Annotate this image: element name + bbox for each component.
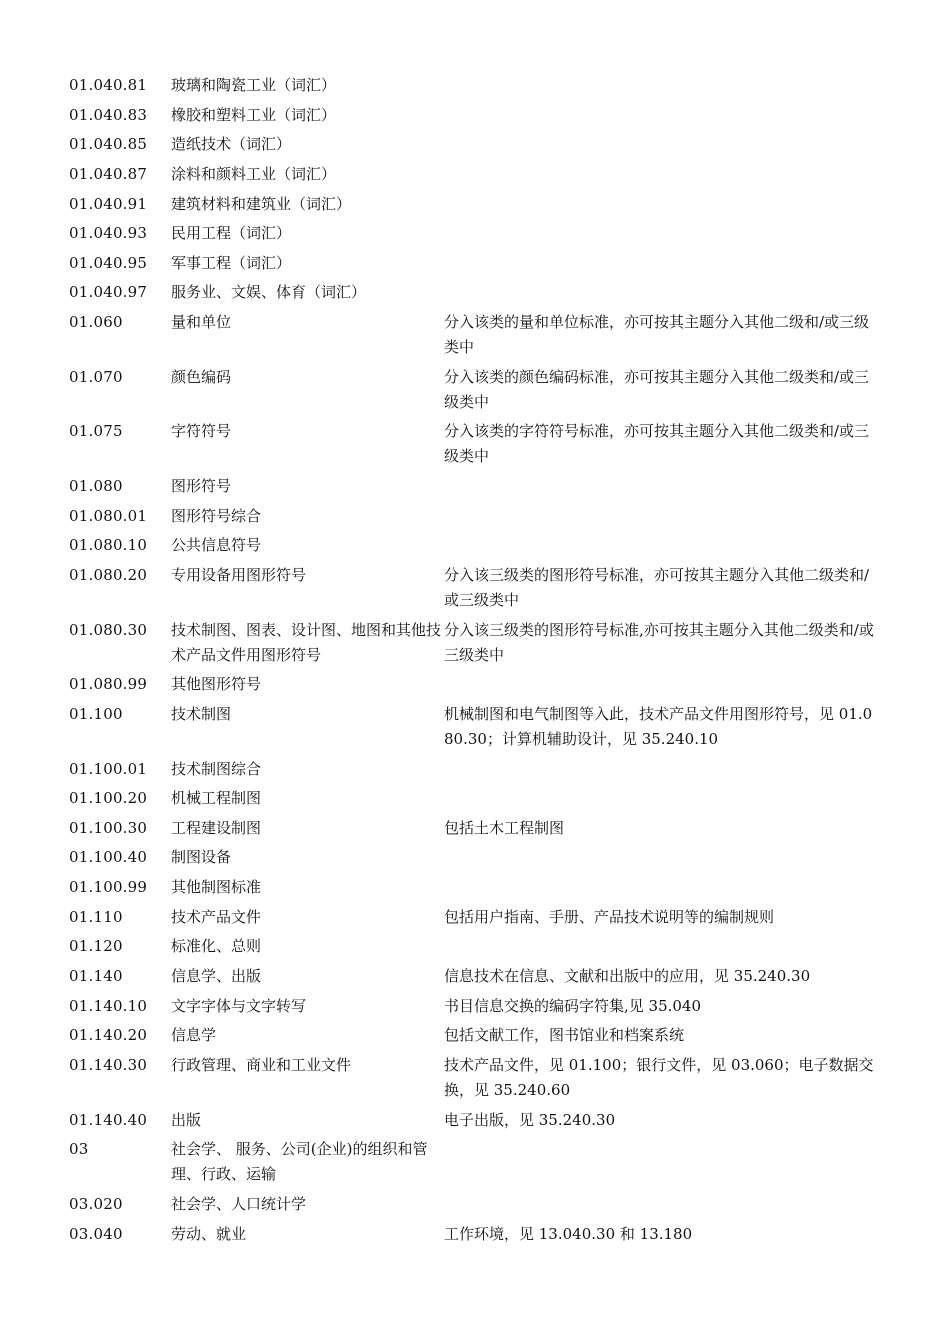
classification-row: [69, 365, 884, 415]
classification-note: 包括用户指南、手册、产品技术说明等的编制规则: [444, 907, 775, 926]
classification-row: [69, 875, 884, 900]
classification-title: 技术产品文件: [171, 907, 262, 926]
classification-note: 分入该类的颜色编码标准，亦可按其主题分入其他二级类和/或三级类中: [444, 367, 870, 411]
classification-code: 01.080.10: [69, 536, 148, 555]
classification-note: 分入该类的量和单位标准，亦可按其主题分入其他二级和/或三级类中: [444, 313, 870, 357]
classification-code: 03.040: [69, 1224, 123, 1243]
classification-note: 分入该类的字符符号标准，亦可按其主题分入其他二级类和/或三级类中: [444, 422, 870, 466]
classification-row: [69, 618, 884, 668]
classification-row: [69, 1222, 884, 1247]
classification-row: [69, 1023, 884, 1048]
classification-title: 图形符号综合: [171, 506, 262, 525]
classification-note: 包括文献工作，图书馆业和档案系统: [444, 1026, 685, 1045]
classification-code: 01.075: [69, 422, 123, 441]
classification-code: 01.080.20: [69, 565, 148, 584]
classification-note: 电子出版，见 35.240.30: [444, 1110, 616, 1129]
classification-title: 造纸技术（词汇）: [171, 135, 292, 154]
classification-title: 民用工程（词汇）: [171, 224, 292, 243]
classification-title: 标准化、总则: [171, 937, 262, 956]
classification-row: [69, 905, 884, 930]
classification-title: 建筑材料和建筑业（词汇）: [171, 194, 352, 213]
classification-title: 行政管理、商业和工业文件: [171, 1055, 352, 1074]
classification-row: [69, 280, 884, 305]
classification-row: [69, 994, 884, 1019]
classification-code: 01.110: [69, 907, 123, 926]
classification-title: 玻璃和陶瓷工业（词汇）: [171, 76, 337, 94]
classification-row: [69, 419, 884, 469]
classification-title: 信息学、出版: [171, 967, 262, 986]
classification-note: 机械制图和电气制图等入此，技术产品文件用图形符号，见 01.080.30；计算机辅助设计，见 35.240.10: [444, 704, 873, 748]
classification-row: [69, 504, 884, 529]
classification-note: 技术产品文件，见 01.100；银行文件，见 03.060；电子数据交换，见 35.240.60: [444, 1055, 874, 1099]
classification-row: [69, 934, 884, 959]
classification-code: 01.040.91: [69, 194, 148, 213]
classification-title: 服务业、文娱、体育（词汇）: [171, 283, 367, 302]
classification-code: 01.040.95: [69, 253, 148, 272]
classification-row: [69, 221, 884, 246]
classification-row: [69, 1108, 884, 1133]
classification-code: 01.040.85: [69, 135, 148, 154]
classification-row: [69, 533, 884, 558]
classification-code: 01.100.40: [69, 848, 148, 867]
classification-note: 书目信息交换的编码字符集,见 35.040: [444, 996, 702, 1015]
classification-row: [69, 162, 884, 187]
classification-row: [69, 845, 884, 870]
classification-row: [69, 474, 884, 499]
classification-code: 01.080.01: [69, 506, 148, 525]
classification-title: 橡胶和塑料工业（词汇）: [171, 105, 337, 124]
classification-code: 01.040.81: [69, 76, 148, 94]
classification-row: [69, 310, 884, 360]
classification-code: 01.040.83: [69, 105, 148, 124]
classification-title: 工程建设制图: [171, 818, 262, 837]
classification-title: 字符符号: [171, 422, 232, 441]
classification-code: 01.040.87: [69, 164, 148, 183]
classification-title: 量和单位: [171, 313, 232, 332]
classification-title: 社会学、 服务、公司(企业)的组织和管理、行政、运输: [171, 1140, 428, 1184]
classification-code: 01.100: [69, 704, 123, 723]
classification-row: [69, 672, 884, 697]
classification-code: 01.100.30: [69, 818, 148, 837]
classification-title: 颜色编码: [171, 367, 232, 386]
classification-code: 01.080.99: [69, 675, 148, 694]
classification-title: 社会学、人口统计学: [171, 1194, 307, 1213]
classification-row: [69, 251, 884, 276]
classification-row: [69, 73, 884, 98]
classification-title: 文字字体与文字转写: [171, 996, 307, 1015]
classification-note: 信息技术在信息、文献和出版中的应用，见 35.240.30: [444, 967, 811, 986]
classification-list: [69, 73, 884, 1251]
classification-row: [69, 786, 884, 811]
classification-code: 01.100.20: [69, 789, 148, 808]
classification-title: 涂料和颜料工业（词汇）: [171, 164, 337, 183]
classification-code: 01.040.97: [69, 283, 148, 302]
classification-row: [69, 702, 884, 752]
classification-title: 其他图形符号: [171, 675, 262, 694]
classification-code: 01.140.40: [69, 1110, 148, 1129]
classification-code: 03: [69, 1140, 89, 1159]
classification-row: [69, 1053, 884, 1103]
classification-code: 01.060: [69, 313, 123, 332]
classification-note: 包括土木工程制图: [444, 818, 565, 837]
classification-row: [69, 192, 884, 217]
classification-title: 技术制图: [171, 704, 232, 723]
classification-title: 公共信息符号: [171, 536, 262, 555]
classification-title: 劳动、就业: [171, 1224, 247, 1243]
classification-title: 技术制图综合: [171, 759, 262, 778]
classification-title: 专用设备用图形符号: [171, 565, 307, 584]
classification-note: 分入该三级类的图形符号标准，亦可按其主题分入其他二级类和/或三级类中: [444, 565, 870, 609]
classification-note: 分入该三级类的图形符号标准,亦可按其主题分入其他二级类和/或三级类中: [444, 620, 874, 664]
classification-title: 机械工程制图: [171, 789, 262, 808]
classification-row: [69, 1192, 884, 1217]
classification-row: [69, 964, 884, 989]
classification-code: 01.140.30: [69, 1055, 148, 1074]
classification-row: [69, 563, 884, 613]
classification-row: [69, 103, 884, 128]
classification-code: 01.080: [69, 477, 123, 496]
classification-code: 01.140.10: [69, 996, 148, 1015]
classification-code: 01.100.01: [69, 759, 148, 778]
classification-title: 图形符号: [171, 477, 232, 496]
classification-row: [69, 132, 884, 157]
classification-code: 01.120: [69, 937, 123, 956]
classification-row: [69, 1137, 884, 1187]
classification-row: [69, 816, 884, 841]
classification-title: 其他制图标准: [171, 878, 262, 897]
classification-code: 01.140.20: [69, 1026, 148, 1045]
classification-code: 03.020: [69, 1194, 123, 1213]
classification-title: 技术制图、图表、设计图、地图和其他技术产品文件用图形符号: [171, 620, 442, 664]
classification-title: 信息学: [171, 1026, 217, 1045]
classification-code: 01.070: [69, 367, 123, 386]
classification-code: 01.080.30: [69, 620, 148, 639]
classification-code: 01.100.99: [69, 878, 148, 897]
classification-row: [69, 757, 884, 782]
classification-code: 01.140: [69, 967, 123, 986]
classification-title: 出版: [171, 1110, 202, 1129]
classification-code: 01.040.93: [69, 224, 148, 243]
classification-title: 军事工程（词汇）: [171, 253, 292, 272]
classification-note: 工作环境，见 13.040.30 和 13.180: [444, 1224, 693, 1243]
classification-title: 制图设备: [171, 848, 232, 867]
